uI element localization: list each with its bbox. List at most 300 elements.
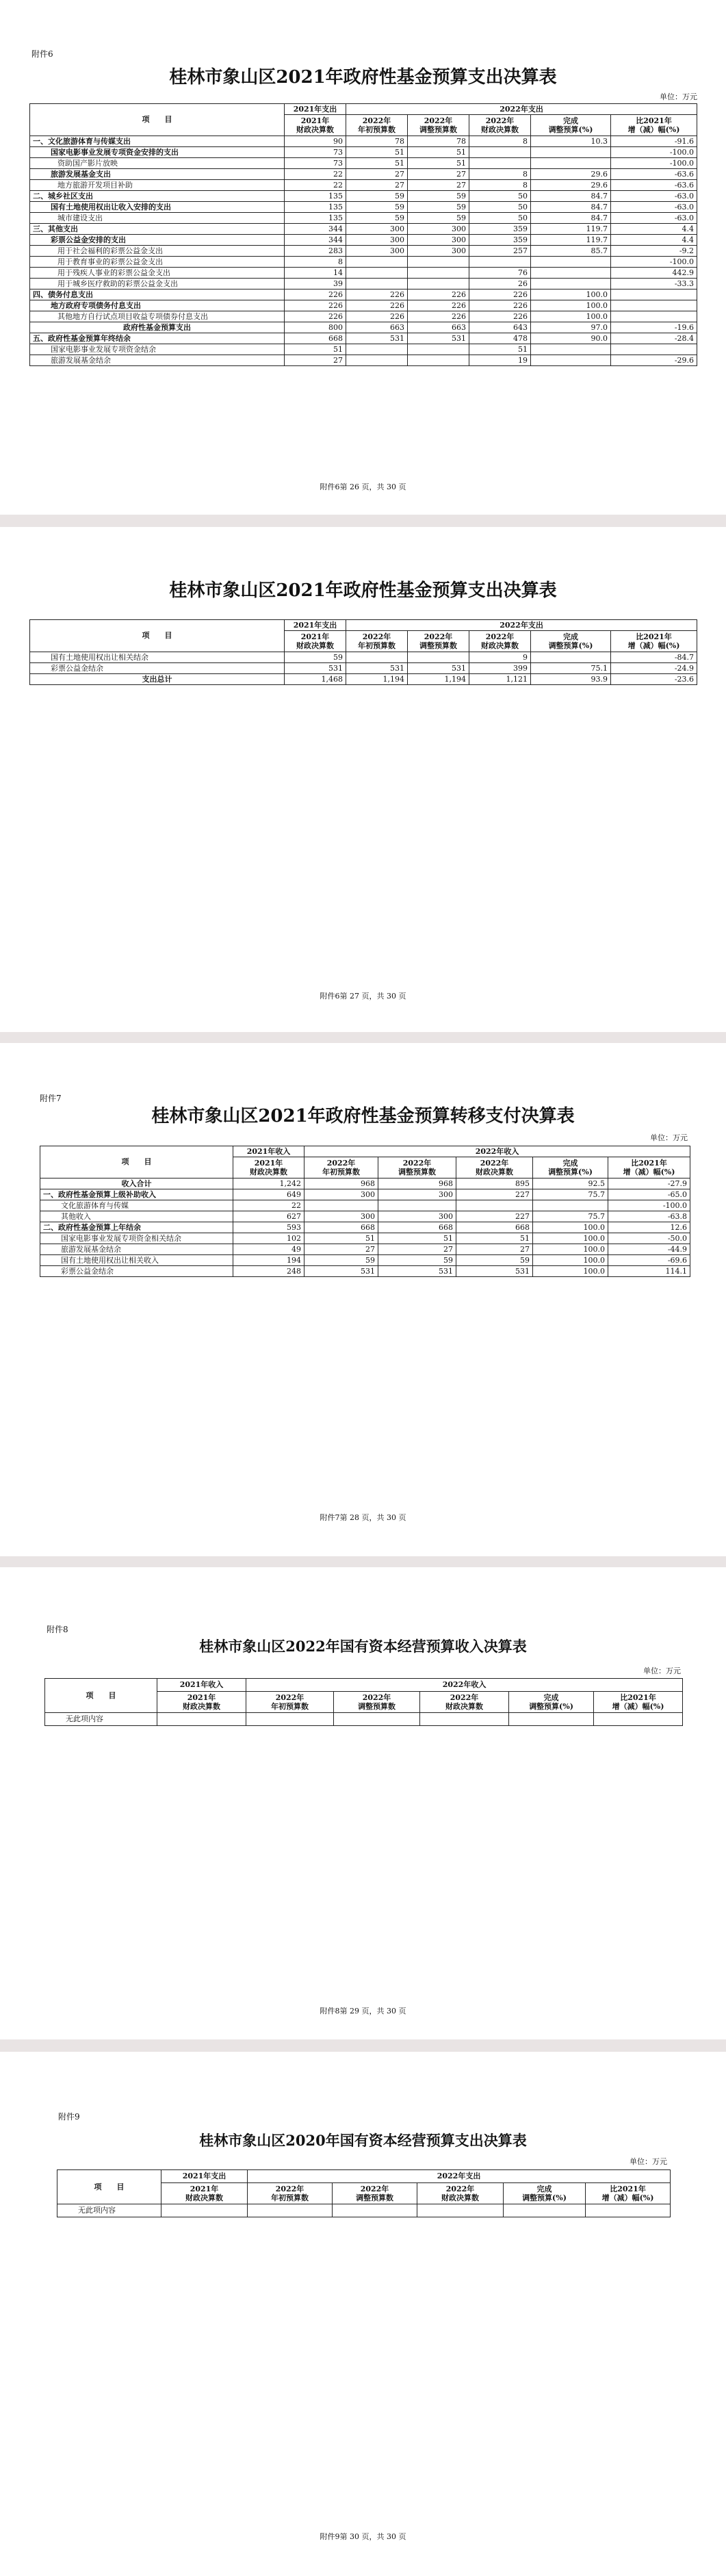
header-item: 项 目 [45,1679,157,1713]
cell-value: 73 [285,158,346,169]
cell-value: 226 [469,300,531,311]
cell-value [346,279,408,289]
header-column: 2022年 财政决算数 [417,2183,504,2204]
header-group-prior-year: 2021年支出 [285,104,346,115]
cell-value: 8 [469,180,531,191]
table-row [30,344,697,355]
cell-value: 76 [469,268,531,279]
cell-value: 226 [285,289,346,300]
row-label: 旅游发展基金结余 [30,355,285,366]
annex-label: 附件8 [47,1625,68,1634]
page-title: 桂林市象山区2022年国有资本经营预算收入决算表 [199,1638,527,1655]
cell-value [509,1713,594,1726]
cell-value: 226 [408,289,469,300]
cell-value: 27 [408,180,469,191]
table-row [30,257,697,268]
cell-value: -100.0 [608,1200,690,1211]
cell-value: 531 [346,333,408,344]
cell-value: 59 [346,202,408,213]
cell-value [408,268,469,279]
header-column: 2022年 财政决算数 [469,631,531,652]
cell-value: 226 [408,311,469,322]
annex-label: 附件6 [31,49,53,59]
row-label: 地方旅游开发项目补助 [30,180,285,191]
header-group-prior-year: 2021年收入 [233,1146,304,1157]
row-label: 国有土地使用权出让相关结余 [30,652,285,663]
cell-value: 27 [304,1244,378,1255]
row-label: 无此项内容 [45,1713,157,1726]
cell-value: -63.8 [608,1211,690,1222]
table-row [30,147,697,158]
table-row [30,169,697,180]
table-row [30,224,697,235]
header-column: 比2021年 增（减）幅(%) [611,631,697,652]
table-row [30,279,697,289]
table-row [40,1255,690,1266]
cell-value: 968 [378,1178,456,1189]
cell-value: 100.0 [533,1222,608,1233]
fund-transfer-table [40,1146,690,1277]
cell-value: 51 [378,1233,456,1244]
row-label: 旅游发展基金支出 [30,169,285,180]
cell-value: 29.6 [531,169,611,180]
table-row [45,1713,683,1726]
cell-value: 257 [469,246,531,257]
cell-value: 59 [346,191,408,202]
cell-value: 27 [346,180,408,191]
cell-value [346,355,408,366]
row-label: 三、其他支出 [30,224,285,235]
row-label: 四、债务付息支出 [30,289,285,300]
cell-value: 135 [285,191,346,202]
row-label: 文化旅游体育与传媒 [40,1200,233,1211]
row-label: 无此项内容 [57,2204,161,2217]
cell-value: 300 [346,224,408,235]
cell-value: 10.3 [531,136,611,147]
cell-value: 226 [346,311,408,322]
page-27 [0,527,726,1032]
cell-value: 90 [285,136,346,147]
cell-value [334,1713,420,1726]
cell-value: 300 [408,224,469,235]
cell-value: 531 [304,1266,378,1277]
cell-value: 39 [285,279,346,289]
cell-value: 26 [469,279,531,289]
cell-value: 663 [408,322,469,333]
cell-value: 300 [378,1189,456,1200]
table-header-row [30,104,697,115]
cell-value [504,2204,586,2217]
cell-value: 226 [469,289,531,300]
cell-value: 442.9 [611,268,697,279]
cell-value [346,268,408,279]
cell-value: 593 [233,1222,304,1233]
header-column: 2021年 财政决算数 [157,1692,246,1713]
cell-value: 359 [469,224,531,235]
header-column: 完成 调整预算(%) [531,115,611,136]
row-label: 地方政府专项债务付息支出 [30,300,285,311]
table-row [30,180,697,191]
page-footer: 附件6第 27 页，共 30 页 [320,992,406,1001]
header-item: 项 目 [30,104,285,136]
cell-value [469,257,531,268]
header-column: 2022年 调整预算数 [333,2183,417,2204]
cell-value: 84.7 [531,191,611,202]
table-row [30,663,697,674]
cell-value [469,158,531,169]
table-header-row [45,1679,683,1692]
cell-value: 8 [469,136,531,147]
cell-value: 226 [285,311,346,322]
header-column: 2022年 调整预算数 [408,115,469,136]
cell-value: 135 [285,202,346,213]
header-group-current-year: 2022年支出 [346,104,697,115]
unit-label: 单位：万元 [660,92,697,101]
cell-value: 100.0 [531,289,611,300]
cell-value: -9.2 [611,246,697,257]
cell-value: 78 [408,136,469,147]
cell-value: -33.3 [611,279,697,289]
cell-value: 90.0 [531,333,611,344]
table-row [40,1244,690,1255]
cell-value: 114.1 [608,1266,690,1277]
table-row [30,246,697,257]
cell-value: 12.6 [608,1222,690,1233]
cell-value: 359 [469,235,531,246]
cell-value: -100.0 [611,257,697,268]
unit-label: 单位：万元 [643,1666,681,1675]
cell-value: 51 [346,158,408,169]
cell-value: -28.4 [611,333,697,344]
table-row [30,235,697,246]
cell-value: 50 [469,202,531,213]
row-label: 彩票公益金安排的支出 [30,235,285,246]
cell-value: -27.9 [608,1178,690,1189]
cell-value: 75.1 [531,663,611,674]
table-row [30,300,697,311]
cell-value: 227 [456,1211,533,1222]
cell-value: 27 [285,355,346,366]
table-row [30,322,697,333]
cell-value: 51 [285,344,346,355]
row-label: 国家电影事业发展专项资金相关结余 [40,1233,233,1244]
row-label: 旅游发展基金结余 [40,1244,233,1255]
header-group-current-year: 2022年收入 [246,1679,683,1692]
cell-value: 51 [304,1233,378,1244]
cell-value: 895 [456,1178,533,1189]
cell-value [469,147,531,158]
cell-value: 59 [346,213,408,224]
cell-value: 59 [408,213,469,224]
cell-value: 9 [469,652,531,663]
cell-value [408,279,469,289]
cell-value: 27 [456,1244,533,1255]
cell-value: 668 [285,333,346,344]
cell-value: -63.0 [611,213,697,224]
cell-value: 344 [285,235,346,246]
header-column: 比2021年 增（减）幅(%) [586,2183,671,2204]
header-column: 2021年 财政决算数 [233,1157,304,1178]
cell-value: 59 [456,1255,533,1266]
table-row [40,1189,690,1200]
cell-value: 51 [469,344,531,355]
cell-value: 300 [304,1211,378,1222]
page-28 [0,1043,726,1556]
table-row [30,158,697,169]
row-label: 其他地方自行试点项目收益专项债券付息支出 [30,311,285,322]
cell-value: 59 [408,202,469,213]
row-label: 国家电影事业发展专项资金结余 [30,344,285,355]
row-label: 五、政府性基金预算年终结余 [30,333,285,344]
page-title: 桂林市象山区2020年国有资本经营预算支出决算表 [199,2132,527,2149]
header-item: 项 目 [30,620,285,652]
cell-value: 100.0 [531,311,611,322]
cell-value: 51 [456,1233,533,1244]
state-capital-expenditure-table [57,2169,671,2217]
cell-value: 100.0 [533,1255,608,1266]
cell-value: 75.7 [533,1189,608,1200]
page-29 [0,1567,726,2039]
header-group-prior-year: 2021年收入 [157,1679,246,1692]
row-label: 国家电影事业发展专项资金安排的支出 [30,147,285,158]
header-column: 完成 调整预算(%) [531,631,611,652]
cell-value [157,1713,246,1726]
table-row [40,1222,690,1233]
cell-value: 22 [285,180,346,191]
cell-value: 135 [285,213,346,224]
cell-value: 59 [304,1255,378,1266]
cell-value: 194 [233,1255,304,1266]
header-column: 2021年 财政决算数 [285,115,346,136]
table-row [30,333,697,344]
cell-value: -63.6 [611,180,697,191]
cell-value: -100.0 [611,158,697,169]
cell-value: 531 [378,1266,456,1277]
table-row [40,1233,690,1244]
header-column: 2022年 年初预算数 [304,1157,378,1178]
header-item: 项 目 [57,2170,161,2204]
cell-value: -100.0 [611,147,697,158]
cell-value: 226 [285,300,346,311]
header-group-current-year: 2022年支出 [248,2170,671,2183]
row-label: 一、文化旅游体育与传媒支出 [30,136,285,147]
cell-value: 14 [285,268,346,279]
table-row [30,213,697,224]
header-column: 2022年 调整预算数 [378,1157,456,1178]
cell-value: 49 [233,1244,304,1255]
cell-value: 22 [233,1200,304,1211]
table-row [30,136,697,147]
cell-value: 227 [456,1189,533,1200]
header-column: 完成 调整预算(%) [533,1157,608,1178]
cell-value: 649 [233,1189,304,1200]
cell-value [161,2204,248,2217]
header-column: 2022年 调整预算数 [408,631,469,652]
annex-label: 附件9 [58,2112,80,2122]
table-row [40,1200,690,1211]
cell-value [531,257,611,268]
cell-value: 300 [408,235,469,246]
cell-value [346,652,408,663]
cell-value: 22 [285,169,346,180]
cell-value: 19 [469,355,531,366]
unit-label: 单位：万元 [630,2157,667,2166]
cell-value [531,279,611,289]
cell-value: 1,194 [408,674,469,685]
row-label: 资助国产影片放映 [30,158,285,169]
cell-value: -91.6 [611,136,697,147]
cell-value: 1,468 [285,674,346,685]
row-label: 用于城乡医疗救助的彩票公益金支出 [30,279,285,289]
page-footer: 附件6第 26 页，共 30 页 [320,482,406,491]
cell-value: 968 [304,1178,378,1189]
cell-value: 226 [469,311,531,322]
cell-value: 300 [408,246,469,257]
cell-value: 50 [469,213,531,224]
cell-value [611,311,697,322]
header-column: 比2021年 增（减）幅(%) [594,1692,683,1713]
row-label: 用于教育事业的彩票公益金支出 [30,257,285,268]
cell-value: 100.0 [533,1244,608,1255]
cell-value: 226 [346,289,408,300]
cell-value [408,344,469,355]
fund-expenditure-table-continued [29,619,697,685]
cell-value: 531 [456,1266,533,1277]
header-group-current-year: 2022年支出 [346,620,697,631]
cell-value [531,147,611,158]
header-column: 完成 调整预算(%) [504,2183,586,2204]
table-row [30,355,697,366]
header-column: 2022年 调整预算数 [334,1692,420,1713]
cell-value: 97.0 [531,322,611,333]
cell-value: 102 [233,1233,304,1244]
cell-value: 8 [469,169,531,180]
cell-value: 8 [285,257,346,268]
cell-value: 73 [285,147,346,158]
table-row [40,1178,690,1189]
cell-value: -63.6 [611,169,697,180]
row-label: 支出总计 [30,674,285,685]
cell-value [456,1200,533,1211]
table-row [30,674,697,685]
header-group-current-year: 2022年收入 [304,1146,690,1157]
cell-value [531,268,611,279]
row-label: 用于残疾人事业的彩票公益金支出 [30,268,285,279]
cell-value: 84.7 [531,213,611,224]
cell-value [594,1713,683,1726]
table-row [30,289,697,300]
table-row [30,311,697,322]
header-column: 2022年 年初预算数 [346,631,408,652]
cell-value: -19.6 [611,322,697,333]
table-header-row [40,1146,690,1157]
table-row [30,652,697,663]
cell-value: 119.7 [531,235,611,246]
cell-value: -29.6 [611,355,697,366]
table-header-row [30,620,697,631]
cell-value: 59 [378,1255,456,1266]
cell-value: 78 [346,136,408,147]
cell-value: 668 [378,1222,456,1233]
page-footer: 附件8第 29 页，共 30 页 [320,2007,406,2015]
cell-value: -44.9 [608,1244,690,1255]
cell-value: 1,194 [346,674,408,685]
cell-value: 531 [408,333,469,344]
cell-value: 100.0 [533,1233,608,1244]
cell-value: 92.5 [533,1178,608,1189]
cell-value: -65.0 [608,1189,690,1200]
cell-value: 84.7 [531,202,611,213]
cell-value: 59 [285,652,346,663]
cell-value: 27 [408,169,469,180]
table-header-row [57,2170,671,2183]
row-label: 一、政府性基金预算上级补助收入 [40,1189,233,1200]
cell-value [531,355,611,366]
table-row [30,268,697,279]
cell-value [408,257,469,268]
header-column: 2022年 年初预算数 [346,115,408,136]
cell-value [420,1713,509,1726]
cell-value [533,1200,608,1211]
row-label: 国有土地使用权出让收入安排的支出 [30,202,285,213]
cell-value [246,1713,334,1726]
cell-value [586,2204,671,2217]
cell-value: -23.6 [611,674,697,685]
cell-value: 119.7 [531,224,611,235]
cell-value: 668 [456,1222,533,1233]
cell-value: 300 [346,235,408,246]
table-row [40,1211,690,1222]
cell-value: 59 [408,191,469,202]
cell-value [346,344,408,355]
cell-value: 478 [469,333,531,344]
cell-value: 100.0 [531,300,611,311]
row-label: 国有土地使用权出让相关收入 [40,1255,233,1266]
cell-value: -24.9 [611,663,697,674]
cell-value: 300 [304,1189,378,1200]
cell-value: -50.0 [608,1233,690,1244]
cell-value: 4.4 [611,235,697,246]
cell-value [611,344,697,355]
header-column: 比2021年 增（减）幅(%) [608,1157,690,1178]
page-30 [0,2052,726,2576]
header-column: 2021年 财政决算数 [161,2183,248,2204]
unit-label: 单位：万元 [650,1133,688,1142]
header-column: 2022年 年初预算数 [246,1692,334,1713]
page-title: 桂林市象山区2021年政府性基金预算支出决算表 [169,580,557,601]
cell-value [346,257,408,268]
row-label: 二、政府性基金预算上年结余 [40,1222,233,1233]
cell-value: 1,121 [469,674,531,685]
header-column: 完成 调整预算(%) [509,1692,594,1713]
cell-value [248,2204,333,2217]
cell-value [611,289,697,300]
cell-value [304,1200,378,1211]
header-item: 项 目 [40,1146,233,1178]
cell-value: 51 [408,147,469,158]
cell-value: 283 [285,246,346,257]
header-group-prior-year: 2021年支出 [161,2170,248,2183]
cell-value: 663 [346,322,408,333]
cell-value: 531 [408,663,469,674]
cell-value: 50 [469,191,531,202]
cell-value: 29.6 [531,180,611,191]
cell-value: -63.0 [611,191,697,202]
page-title: 桂林市象山区2021年政府性基金预算转移支付决算表 [151,1106,575,1126]
cell-value: 1,242 [233,1178,304,1189]
cell-value: 100.0 [533,1266,608,1277]
cell-value: 344 [285,224,346,235]
